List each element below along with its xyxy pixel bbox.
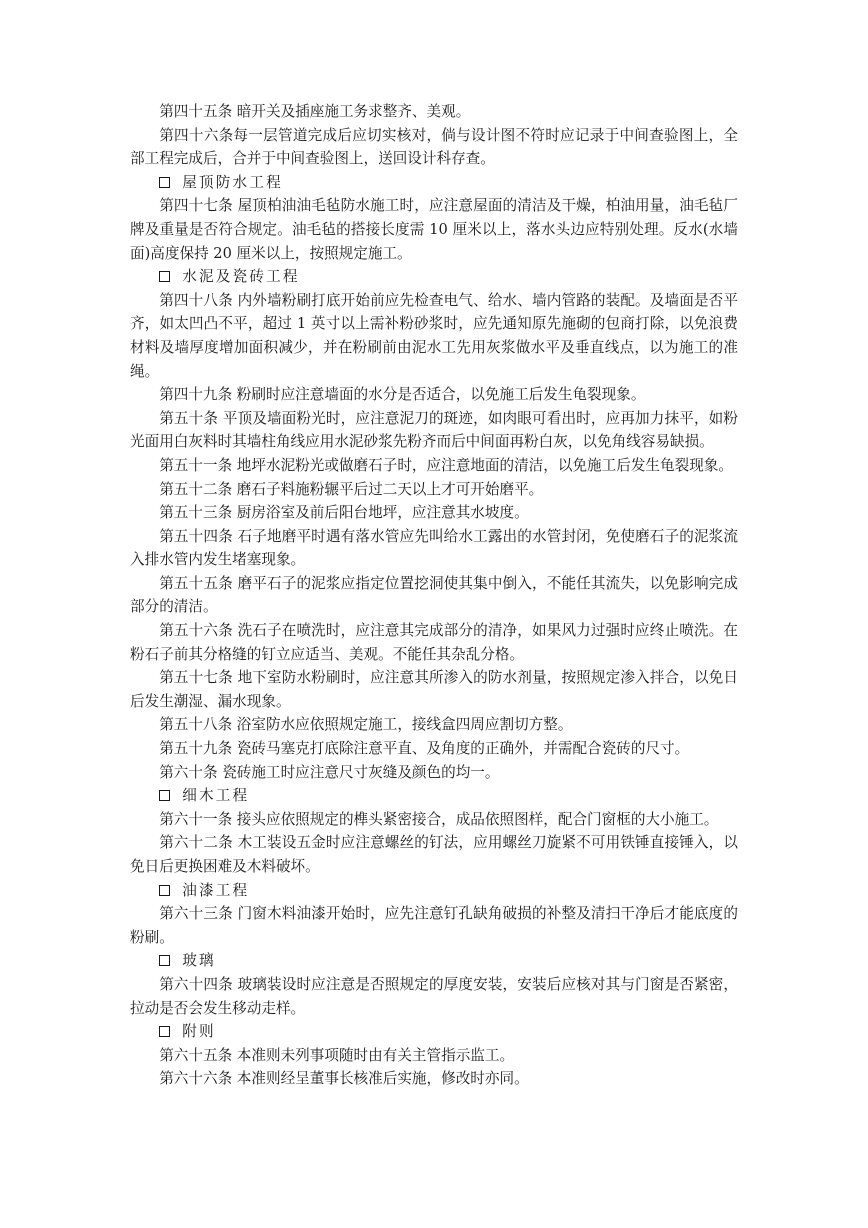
document-body (130, 100, 738, 1091)
article-paragraph: 第四十八条 内外墙粉刷打底开始前应先检查电气、给水、墙内管路的装配。及墙面是否平齐，如太凹凸不平，超过 1 英寸以上需补粉砂浆时，应先通知原先施砌的包商打除，以免浪费材料及墙厚度增加面积减少，并在粉刷前由泥水工先用灰浆做水平及垂直线点，以为施工的准绳。 (130, 291, 738, 380)
article-paragraph: 第五十三条 厨房浴室及前后阳台地坪，应注意其水坡度。 (159, 504, 529, 522)
article-paragraph: 第五十五条 磨平石子的泥浆应指定位置挖洞使其集中倒入，不能任其流失，以免影响完成部分的清洁。 (130, 574, 738, 616)
checkbox-square-icon (159, 177, 170, 188)
section-heading-text: 屋顶防水工程 (182, 173, 283, 191)
section-heading (130, 171, 738, 195)
article-paragraph: 第四十九条 粉刷时应注意墙面的水分是否适合，以免施工后发生龟裂现象。 (159, 386, 646, 404)
article-paragraph: 第五十六条 洗石子在喷洗时，应注意其完成部分的清净，如果风力过强时应终止喷洗。在粉石子前其分格缝的钉立应适当、美观。不能任其杂乱分格。 (130, 622, 738, 663)
article-paragraph: 第六十条 瓷砖施工时应注意尺寸灰缝及颜色的均一。 (159, 763, 500, 781)
article-paragraph: 第四十五条 暗开关及插座施工务求整齐、美观。 (159, 103, 471, 120)
article-paragraph: 第五十条 平顶及墙面粉光时，应注意泥刀的斑迹，如肉眼可看出时，应再加力抹平，如粉光面用白灰料时其墙柱角线应用水泥砂浆先粉齐而后中间面再粉白灰，以免角线容易缺损。 (130, 409, 738, 451)
section-heading-text: 油漆工程 (182, 881, 250, 899)
section-heading (130, 949, 738, 973)
section-heading-text: 水泥及瓷砖工程 (182, 268, 300, 286)
section-heading-text: 附则 (182, 1023, 216, 1041)
section-heading-text: 细木工程 (182, 787, 250, 805)
article-paragraph: 第五十九条 瓷砖马塞克打底除注意平直、及角度的正确外，并需配合瓷砖的尺寸。 (159, 740, 690, 758)
section-heading (130, 879, 738, 903)
article-paragraph: 第六十二条 木工装设五金时应注意螺丝的钉法，应用螺丝刀旋紧不可用铁锤直接锤入，以免日后更换困难及木料破坏。 (130, 834, 738, 875)
article-paragraph: 第五十四条 石子地磨平时遇有落水管应先叫给水工露出的水管封闭，免使磨石子的泥浆流入排水管内发生堵塞现象。 (130, 527, 738, 569)
checkbox-square-icon (159, 790, 170, 801)
checkbox-square-icon (159, 1026, 170, 1037)
section-heading (130, 784, 738, 808)
section-heading-text: 玻璃 (182, 952, 216, 970)
article-paragraph: 第六十五条 本准则未列事项随时由有关主管指示监工。 (159, 1046, 515, 1064)
article-paragraph: 第六十一条 接头应依照规定的榫头紧密接合，成品依照图样，配合门窗框的大小施工。 (159, 810, 719, 828)
checkbox-square-icon (159, 885, 170, 896)
article-paragraph: 第四十六条每一层管道完成后应切实核对，倘与设计图不符时应记录于中间查验图上，全部工程完成后，合并于中间查验图上，送回设计科存查。 (130, 126, 738, 168)
article-paragraph: 第五十一条 地坪水泥粉光或做磨石子时，应注意地面的清洁，以免施工后发生龟裂现象。 (159, 456, 733, 474)
checkbox-square-icon (159, 271, 170, 282)
article-paragraph: 第六十六条 本准则经呈董事长核准后实施，修改时亦同。 (159, 1070, 529, 1088)
section-heading (130, 265, 738, 289)
section-heading (130, 1020, 738, 1044)
article-paragraph: 第六十三条 门窗木料油漆开始时，应先注意钉孔缺角破损的补整及清扫干净后才能底度的粉刷。 (130, 905, 738, 946)
article-paragraph: 第四十七条 屋顶柏油油毛毡防水施工时，应注意屋面的清洁及干燥，柏油用量，油毛毡厂牌及重量是否符合规定。油毛毡的搭接长度需 10 厘米以上，落水头边应特别处理。反水(水墙面)高度保持 20 厘米以上，按照规定施工。 (130, 197, 738, 262)
article-paragraph: 第五十二条 磨石子料施粉辗平后过二天以上才可开始磨平。 (159, 480, 544, 498)
article-paragraph: 第五十八条 浴室防水应依照规定施工，接线盒四周应割切方整。 (159, 716, 573, 734)
article-paragraph: 第五十七条 地下室防水粉刷时，应注意其所渗入的防水剂量，按照规定渗入拌合，以免日后发生潮湿、漏水现象。 (130, 669, 738, 710)
article-paragraph: 第六十四条 玻璃装设时应注意是否照规定的厚度安装，安装后应核对其与门窗是否紧密，拉动是否会发生移动走样。 (130, 975, 738, 1017)
checkbox-square-icon (159, 955, 170, 966)
